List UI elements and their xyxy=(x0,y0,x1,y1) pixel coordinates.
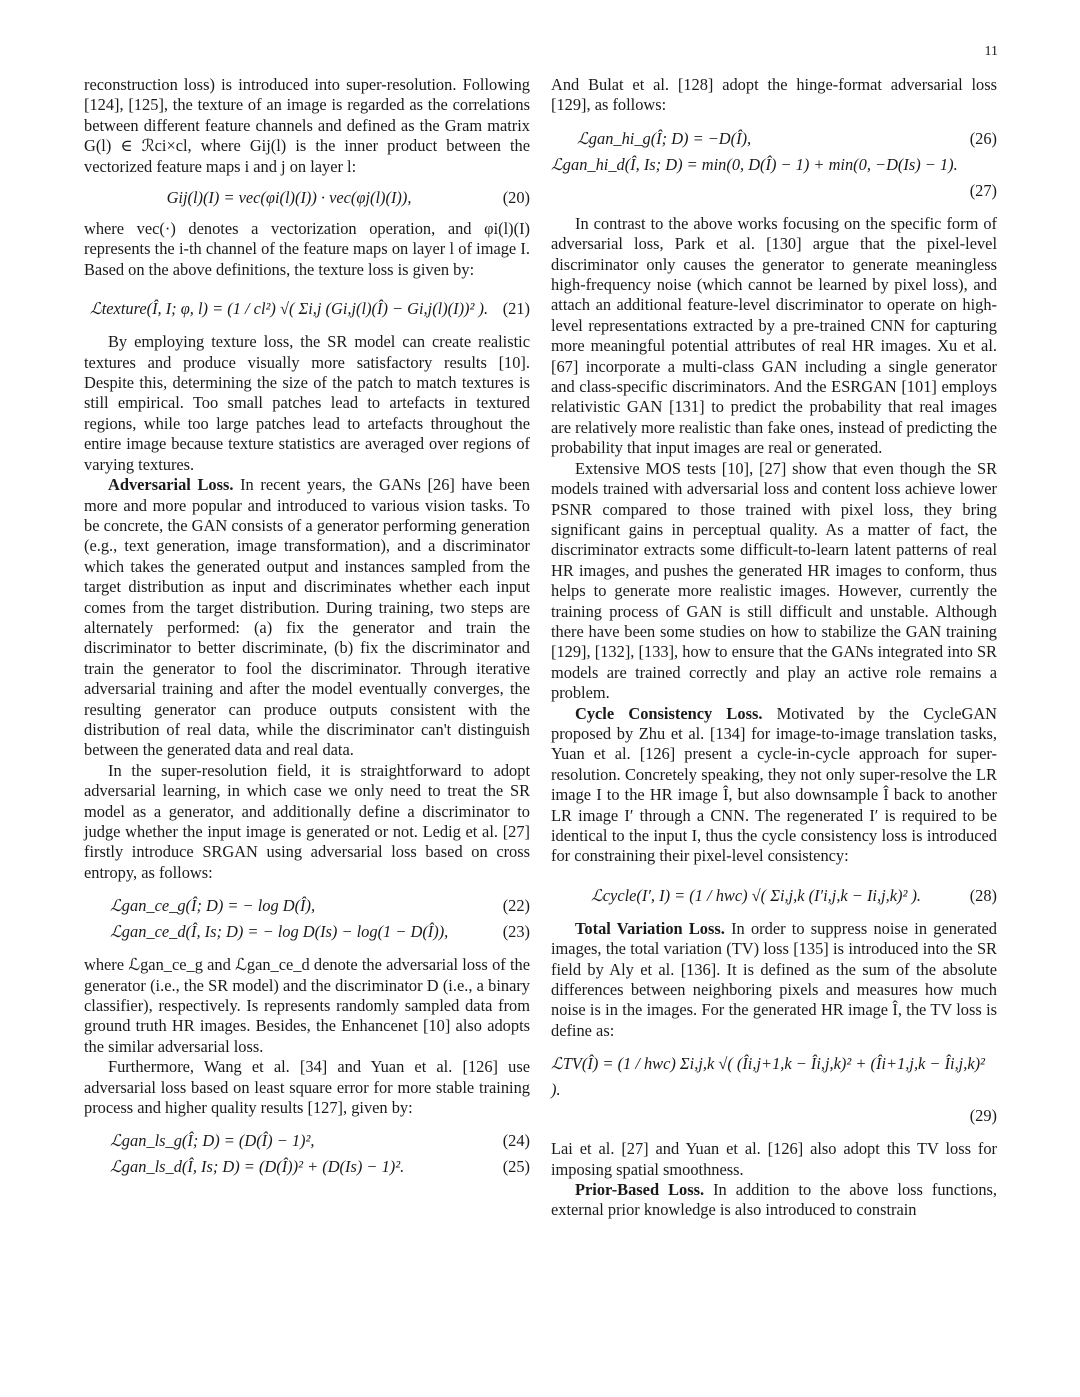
run-in-heading: Prior-Based Loss. xyxy=(575,1180,705,1200)
equation-number: (27) xyxy=(969,180,997,200)
equation-body: ℒTV(Î) = (1 / hwc) Σi,j,k √( (Îi,j+1,k − Îi,j,k)² + (Îi+1,j,k − Îi,j,k)² ). xyxy=(551,1054,985,1100)
paragraph-text: In order to suppress noise in generated images, the total variation (TV) loss [135] is introduced into the SR field by Aly et al. [136]. It is defined as the sum of the absolute differences between neighboring pixels and measures how much noise is in the images. For the generated HR image Î, the TV loss is define as: xyxy=(551,918,997,1040)
equations-22-23 xyxy=(84,893,530,945)
equation-24 xyxy=(84,1128,530,1154)
paragraph: In contrast to the above works focusing on the specific form of adversarial loss, Park et al. [130] argue that the pixel-level discriminator only causes the generator to generate meaningless high-frequency noise (which cannot be learned by pixel loss), and attach an additional feature-level discriminator to operate on high-level representations extracted by a pre-trained CNN for capturing more meaningful potential attributes of real HR images. Xu et al. [67] incorporate a multi-class GAN including a single generator and class-specific discriminators. And the ESRGAN [101] employs relativistic GAN [131] to predict the probability that real images are relatively more realistic than fake ones, instead of predicting the probability that input images are real or generated. xyxy=(551,213,997,458)
run-in-heading: Total Variation Loss. xyxy=(575,918,725,938)
paragraph xyxy=(551,919,997,1041)
page-number: 11 xyxy=(984,44,998,59)
equations-24-25 xyxy=(84,1128,530,1180)
equation-body: ℒgan_ce_g(Î; D) = − log D(Î), xyxy=(110,896,316,916)
equation-29-number-row xyxy=(551,1103,997,1129)
equation-body: ℒgan_ls_g(Î; D) = (D(Î) − 1)², xyxy=(110,1131,315,1151)
equation-20 xyxy=(84,187,530,209)
equation-number: (21) xyxy=(502,299,530,319)
equation-21 xyxy=(84,298,530,320)
equation-body: ℒgan_hi_d(Î, Is; D) = min(0, D(Î) − 1) + min(0, −D(Is) − 1). xyxy=(551,154,958,174)
paragraph-text: In recent years, the GANs [26] have been more and more popular and introduced to various vision tasks. To be concrete, the GAN consists of a generator performing generation (e.g., text generation, image transformation), and a discriminator which takes the generated output and instances sampled from the target distribution as input and discriminates whether each input comes from the target distribution. During training, two steps are alternately performed: (a) fix the generator and train the discriminator to better discriminate, (b) fix the discriminator and train the generator to fool the discriminator. Through iterative adversarial training and after the model eventually converges, the resulting generator can produce outputs consistent with the distribution of real data, while the discriminator can't distinguish between the generated data and real data. xyxy=(84,475,530,760)
paragraph: In the super-resolution field, it is straightforward to adopt adversarial learning, in which case we only need to treat the SR model as a generator, and additionally define a discriminator to judge whether the input image is generated or not. Ledig et al. [27] firstly introduce SRGAN using adversarial loss based on cross entropy, as follows: xyxy=(84,760,530,882)
equation-22 xyxy=(84,893,530,919)
equation-number: (25) xyxy=(502,1157,530,1177)
equation-body: ℒgan_ls_d(Î, Is; D) = (D(Î))² + (D(Is) − 1)². xyxy=(110,1157,405,1177)
equation-body: ℒgan_hi_g(Î; D) = −D(Î), xyxy=(577,128,752,148)
left-column xyxy=(84,75,530,1190)
equation-27-number-row xyxy=(551,178,997,204)
paragraph-text: Motivated by the CycleGAN proposed by Zhu et al. [134] for image-to-image translation tasks, Yuan et al. [126] present a cycle-in-cycle approach for super-resolution. Concretely speaking, they not only super-resolve the LR image I to the HR image Î, but also downsample Î back to another LR image I′ through a CNN. The regenerated I′ is required to be identical to the input I, thus the cycle consistency loss is introduced for constraining their pixel-level consistency: xyxy=(551,703,997,866)
equation-28 xyxy=(551,885,997,907)
equation-27 xyxy=(551,152,997,178)
equation-number: (23) xyxy=(502,922,530,942)
paragraph: reconstruction loss) is introduced into super-resolution. Following [124], [125], the texture of an image is regarded as the correlations between different feature channels and defined as the Gram matrix G(l) ∈ ℛci×cl, where Gij(l) is the inner product between the vectorized feature maps i and j on layer l: xyxy=(84,75,530,176)
equation-number: (28) xyxy=(969,885,997,905)
equation-29 xyxy=(551,1051,997,1129)
equation-body: ℒgan_ce_d(Î, Is; D) = − log D(Is) − log(1 − D(Î)), xyxy=(110,922,449,942)
equation-26 xyxy=(551,126,997,152)
equation-number: (24) xyxy=(502,1131,530,1151)
run-in-heading: Cycle Consistency Loss. xyxy=(575,703,763,723)
paragraph-text: In addition to the above loss functions, external prior knowledge is also introduced to constrain xyxy=(551,1180,998,1220)
paragraph xyxy=(551,704,997,867)
paragraph: where ℒgan_ce_g and ℒgan_ce_d denote the adversarial loss of the generator (i.e., the SR model) and the discriminator D (i.e., a binary classifier), respectively. Is represents randomly sampled data from ground truth HR images. Besides, the Enhancenet [10] also adopts the similar adversarial loss. xyxy=(84,955,530,1056)
paragraph xyxy=(551,1180,997,1221)
equation-body: Gij(l)(I) = vec(φi(l)(I)) · vec(φj(l)(I)), xyxy=(166,188,412,208)
equation-25 xyxy=(84,1154,530,1180)
paragraph xyxy=(84,475,530,761)
equation-number: (20) xyxy=(502,188,530,208)
paragraph: By employing texture loss, the SR model can create realistic textures and produce visually more satisfactory results [10]. Despite this, determining the size of the patch to match textures is still empirical. Too small patches lead to artefacts in textured regions, while too large patches lead to artefacts throughout the entire image because texture statistics are averaged over regions of varying textures. xyxy=(84,332,530,474)
equation-number: (29) xyxy=(969,1106,997,1126)
equation-body: ℒcycle(I′, I) = (1 / hwc) √( Σi,j,k (I′i,j,k − Ii,j,k)² ). xyxy=(590,885,922,905)
equation-body: ℒtexture(Î, I; φ, l) = (1 / cl²) √( Σi,j (Gi,j(l)(Î) − Gi,j(l)(I))² ). xyxy=(89,299,489,319)
paragraph: And Bulat et al. [128] adopt the hinge-format adversarial loss [129], as follows: xyxy=(551,75,997,115)
paragraph: Furthermore, Wang et al. [34] and Yuan et al. [126] use adversarial loss based on least square error for more stable training process and higher quality results [127], given by: xyxy=(84,1057,530,1118)
paragraph: Extensive MOS tests [10], [27] show that even though the SR models trained with adversarial loss and content loss achieve lower PSNR compared to those trained with pixel loss, they bring significant gains in perceptual quality. As a matter of fact, the discriminator extracts some difficult-to-learn latent patterns of real HR images, and pushes the generated HR images to conform, thus helps to generate more realistic images. However, currently the training process of GAN is still difficult and unstable. Although there have been some studies on how to stabilize the GAN training [129], [132], [133], how to ensure that the GANs integrated into SR models are trained correctly and play an active role remains a problem. xyxy=(551,458,997,703)
paragraph: Lai et al. [27] and Yuan et al. [126] also adopt this TV loss for imposing spatial smoothness. xyxy=(551,1139,997,1179)
equation-29-body-row xyxy=(551,1051,997,1103)
run-in-heading: Adversarial Loss. xyxy=(108,475,234,495)
equations-26-27 xyxy=(551,126,997,204)
equation-number: (22) xyxy=(502,896,530,916)
right-column xyxy=(551,75,997,1221)
equation-23 xyxy=(84,919,530,945)
paragraph: where vec(·) denotes a vectorization operation, and φi(l)(I) represents the i-th channel of the feature maps on layer l of image I. Based on the above definitions, the texture loss is given by: xyxy=(84,219,530,279)
equation-number: (26) xyxy=(969,128,997,148)
